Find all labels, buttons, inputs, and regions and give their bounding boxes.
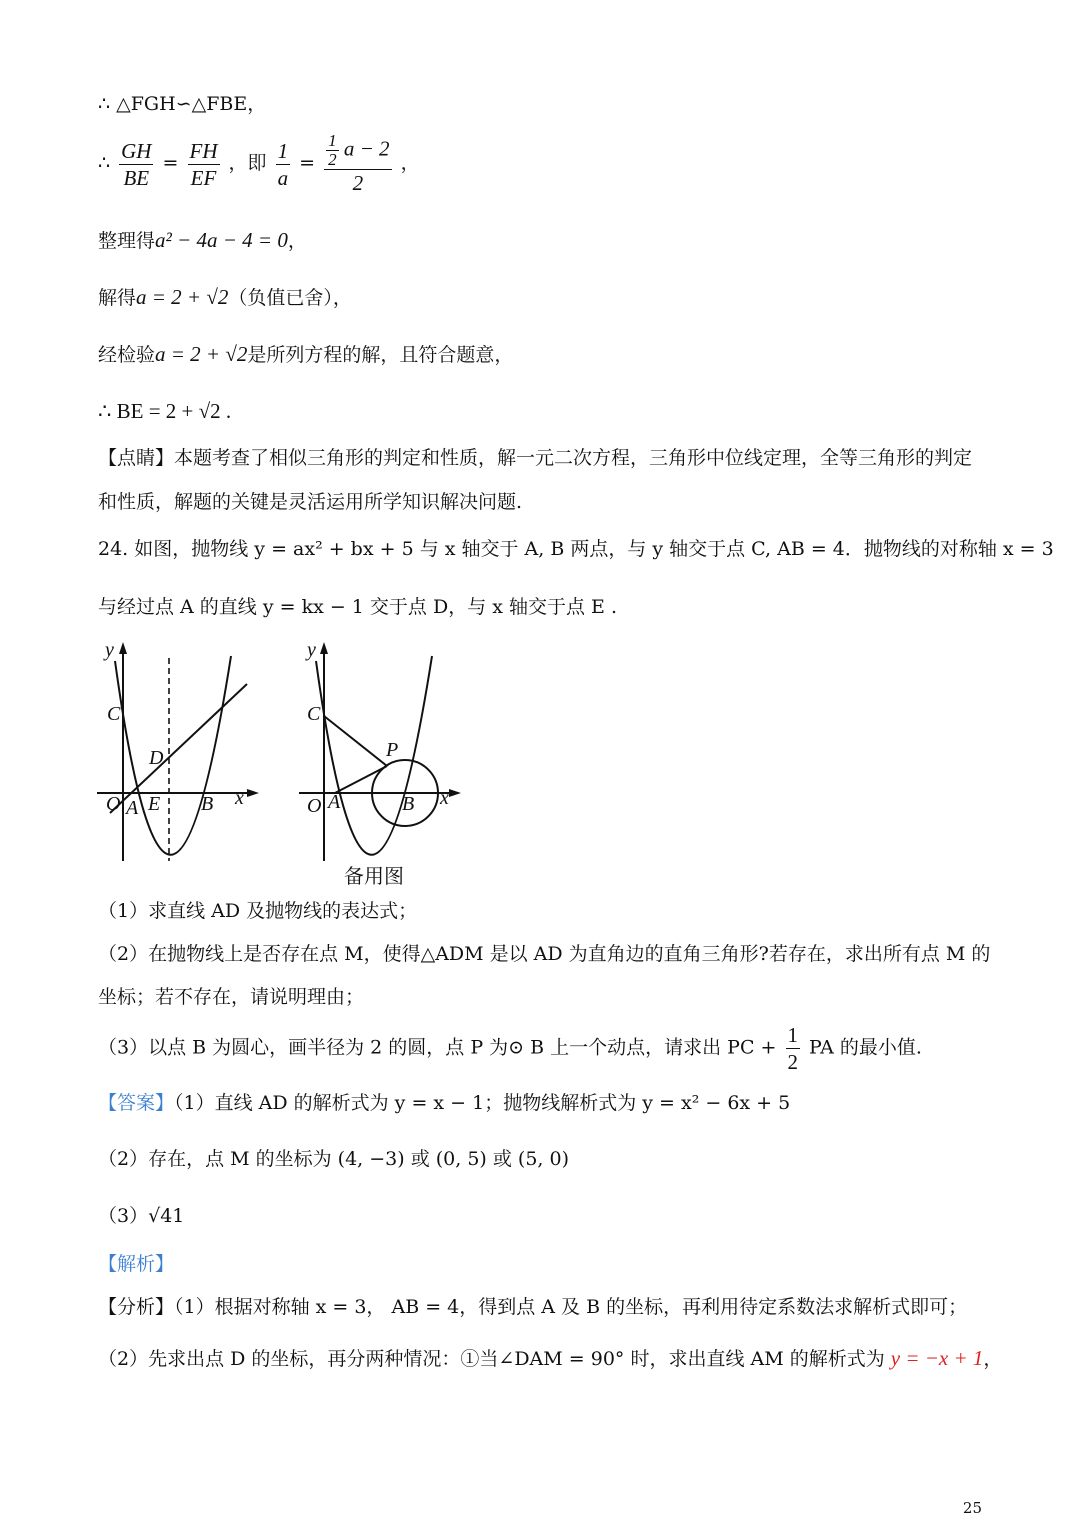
page-number: 25 [962, 1499, 982, 1517]
answer-part-1 [98, 1089, 790, 1117]
part-1-question: （1）求直线 AD 及抛物线的表达式； [98, 900, 418, 922]
analysis-text: （2）先求出点 D 的坐标，再分两种情况：①当∠DAM = 90° 时，求出直线 AM 的解析式为 [98, 1348, 891, 1370]
question-figures [95, 636, 475, 891]
y-axis-arrow [320, 642, 328, 654]
fraction-denominator: 2 [787, 1050, 798, 1074]
step-label: 解得 [98, 287, 137, 309]
fraction-numerator: 1 [787, 1023, 798, 1047]
step-verify [98, 340, 513, 369]
tip-line-1: 【点睛】本题考查了相似三角形的判定和性质，解一元二次方程，三角形中位线定理，全等三角形的判定 [98, 447, 973, 469]
parabola [115, 656, 231, 855]
analysis-line-1: 【分析】（1）根据对称轴 x = 3， AB = 4，得到点 A 及 B 的坐标，再利用待定系数法求解析式即可； [98, 1296, 968, 1318]
step-note: （负值已舍）， [228, 287, 352, 309]
fraction-denominator: a [277, 165, 289, 190]
fraction-1-a [276, 138, 291, 191]
equals-sign: = [162, 152, 185, 174]
part-3-question [98, 1022, 922, 1075]
fraction-gh-be [119, 138, 153, 191]
math-expression: a = 2 + √2 [155, 342, 248, 366]
label-o: O [307, 795, 322, 817]
fraction-numerator: 1 [277, 138, 289, 163]
figure-spare [299, 642, 461, 861]
label-c: C [307, 703, 321, 725]
fraction-numerator: 1 [328, 131, 337, 150]
math-expression: a = 2 + √2 [136, 285, 229, 309]
label-e: E [148, 793, 161, 815]
fraction-numerator: FH [189, 138, 218, 163]
figure-main [97, 642, 259, 861]
therefore-symbol: ∴ [98, 152, 117, 174]
question-24-line-1: 24. 如图，抛物线 y = ax² + bx + 5 与 x 轴交于 A, B 两点，与 y 轴交于点 C, AB = 4．抛物线的对称轴 x = 3 [98, 538, 1054, 560]
figure-caption: 备用图 [344, 864, 404, 888]
punctuation: ， [400, 152, 420, 174]
part-2-question-line-2: 坐标；若不存在，请说明理由； [98, 986, 365, 1008]
step-similar-triangles: ∴ △FGH∽△FBE， [98, 93, 267, 115]
step-label: 经检验 [98, 344, 156, 366]
fraction-fh-ef [188, 138, 220, 191]
step-note: 是所列方程的解，且符合题意， [247, 344, 514, 366]
fraction-denominator: 2 [352, 171, 364, 195]
part-2-question-line-1: （2）在抛物线上是否存在点 M，使得△ADM 是以 AD 为直角边的直角三角形?若存在，求出所有点 M 的 [98, 943, 991, 965]
label-x: x [440, 787, 449, 809]
label-b: B [201, 793, 214, 815]
fraction-half [786, 1022, 801, 1075]
tip-line-2: 和性质，解题的关键是灵活运用所学知识解决问题. [98, 491, 523, 513]
fraction-denominator: EF [190, 165, 217, 190]
label-y: y [307, 639, 316, 661]
question-24-line-2: 与经过点 A 的直线 y = kx − 1 交于点 D，与 x 轴交于点 E . [98, 596, 617, 618]
fraction-compound [324, 132, 391, 196]
label-o: O [106, 793, 121, 815]
segment-cp [324, 716, 387, 766]
analysis-tag: 【解析】 [98, 1253, 175, 1275]
label-x: x [235, 787, 244, 809]
label-b: B [402, 793, 415, 815]
answer-tag: 【答案】 [98, 1092, 175, 1114]
step-ratio-equation: ∴ $\frac{GH}{BE}$ = $\frac{FH}{EF}$ ，即 $\frac{1}{a}$ = $\frac{1}{2}$ a − 2 2 ， [98, 131, 420, 195]
label-d: D [149, 747, 164, 769]
fraction-denominator: BE [123, 165, 150, 190]
step-simplify [98, 226, 307, 255]
x-axis-arrow [449, 789, 461, 797]
math-expression: a² − 4a − 4 = 0 [155, 228, 288, 252]
punctuation: ， [983, 1348, 1003, 1370]
analysis-line-2 [98, 1344, 1002, 1373]
y-axis-arrow [119, 642, 127, 654]
label-a: A [126, 797, 139, 819]
answer-part-3: （3）√41 [98, 1205, 185, 1227]
answer-part-2: （2）存在，点 M 的坐标为 (4, −3) 或 (0, 5) 或 (5, 0) [98, 1148, 569, 1170]
fraction-numerator: GH [121, 138, 152, 163]
x-axis-arrow [247, 789, 259, 797]
step-label: 整理得 [98, 230, 156, 252]
fraction-half [326, 132, 339, 169]
segment-ap [335, 766, 387, 793]
numerator-tail: a − 2 [343, 136, 390, 161]
fraction-numerator [324, 132, 391, 170]
label-a: A [328, 791, 341, 813]
label-p: P [386, 739, 399, 761]
punctuation: ， [287, 230, 307, 252]
connector-text: ，即 [228, 152, 267, 174]
label-c: C [107, 703, 121, 725]
question-text-end: PA 的最小值. [809, 1036, 922, 1059]
fraction-denominator: 2 [328, 150, 337, 169]
answer-text: （1）直线 AD 的解析式为 y = x − 1；抛物线解析式为 y = x² − 6x + 5 [174, 1092, 791, 1114]
highlighted-expression: y = −x + 1 [890, 1346, 984, 1370]
step-conclusion: ∴ BE = 2 + √2 . [98, 399, 232, 423]
question-text: （3）以点 B 为圆心，画半径为 2 的圆，点 P 为⊙ B 上一个动点，请求出 PC + [98, 1036, 777, 1059]
step-solve [98, 283, 352, 312]
label-y: y [105, 639, 114, 661]
